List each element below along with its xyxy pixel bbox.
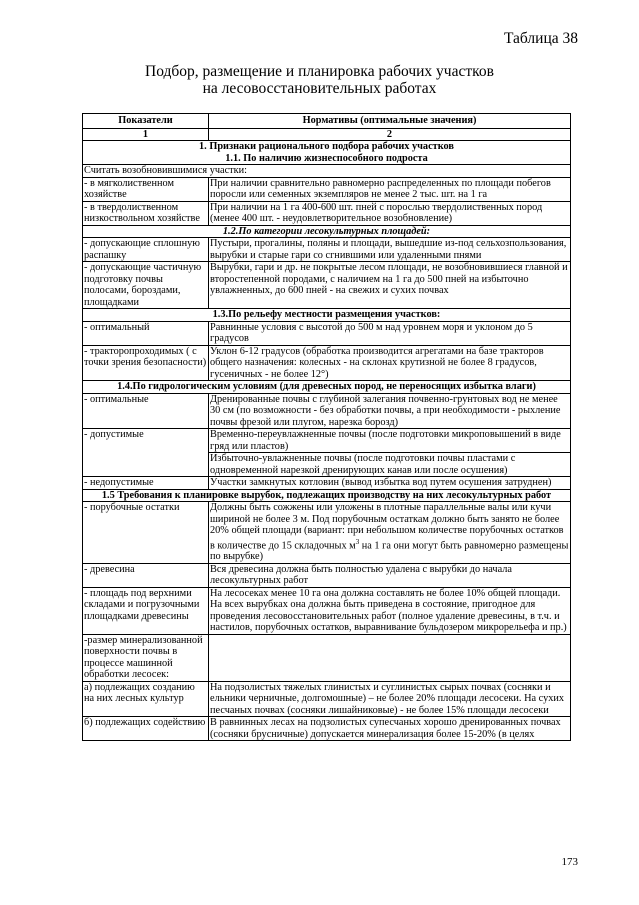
row-value (209, 502, 571, 564)
row-value: Временно-переувлажненные почвы (после подготовки микроповышений в виде гряд или пластов) (209, 429, 571, 453)
page-number: 173 (561, 856, 578, 868)
row-value-text: Должны быть сожжены или уложены в плотные параллельные валы или кучи шириной не более 3 м. Под порубочным остаткам должно быть занято не более 20% общей площади (вариант: при небольшом количестве порубочных остатков в количестве до 15 складочных м (210, 502, 564, 551)
section-row (83, 309, 571, 322)
table-row (83, 563, 571, 587)
row-label: -размер минерализованной поверхности почвы в процессе машинной обработки лесосек: (83, 634, 209, 681)
row-label: - площадь под верхними складами и погрузочными площадками древесины (83, 587, 209, 634)
table-row (83, 345, 571, 381)
row-value: Пустыри, прогалины, поляны и площади, вышедшие из-под сельхозпользования, вырубки и старые гари со сгнившими или удаленными пнями (209, 238, 571, 262)
row-value: Участки замкнутых котловин (вывод избытка вод путем осушения затруднен) (209, 477, 571, 490)
table-row (83, 393, 571, 429)
table-number: Таблица 38 (503, 30, 578, 47)
row-label: - тракторопроходимых ( с точки зрения безопасности) (83, 345, 209, 381)
row-label: - оптимальные (83, 393, 209, 429)
row-label: - в мягколиственном хозяйстве (83, 177, 209, 201)
superscript: 3 (355, 537, 360, 546)
section-1-5-title: 1.5 Требования к планировке вырубок, подлежащих производству на них лесокультурных работ (83, 489, 571, 502)
section-row (83, 489, 571, 502)
row-label: - допустимые (83, 429, 209, 477)
section-1-title: 1. Признаки рационального подбора рабочих участков (199, 141, 454, 152)
row-value: На лесосеках менее 10 га она должна составлять не более 10% общей площади. На всех вырубках она должна быть приведена в состояние, пригодное для проведения лесовосстановительных работ (полное удаление древесины, в т.ч. и настилов, порубочных остатков, выравнивание бульдозером микрорельефа и пр.) (209, 587, 571, 634)
column-number-row (83, 128, 571, 141)
section-1-2-title: 1.2.По категории лесокультурных площадей: (83, 225, 571, 238)
table-row (83, 477, 571, 490)
row-value-text: на 1 га они могут быть равномерно размещены по вырубке) (210, 539, 569, 563)
row-value: Избыточно-увлажненные почвы (после подготовки почвы пластами с одновременной нарезкой дренирующих канав или после осушения) (209, 453, 571, 477)
col-header-indicators: Показатели (83, 114, 209, 129)
table-row (83, 717, 571, 741)
section-1-1-intro: Считать возобновившимися участки: (83, 165, 571, 178)
row-label: - допускающие сплошную распашку (83, 238, 209, 262)
section-1-4-title: 1.4.По гидрологическим условиям (для древесных пород, не переносящих избытка влаги) (83, 381, 571, 394)
table-row (83, 321, 571, 345)
row-value: При наличии на 1 га 400-600 шт. пней с порослью твердолиственных пород (менее 400 шт. - неудовлетворительное возобновление) (209, 201, 571, 225)
table-row (83, 429, 571, 453)
row-value: Уклон 6-12 градусов (обработка производится агрегатами на базе тракторов общего назначения: колесных - на склонах крутизной не более 8 градусов, гусеничных - не более 12°) (209, 345, 571, 381)
title-line-2: на лесовосстановительных работах (202, 80, 437, 97)
table-row (83, 238, 571, 262)
row-value: При наличии сравнительно равномерно распределенных по площади побегов поросли или семенных экземпляров не менее 2 тыс. шт. на 1 га (209, 177, 571, 201)
row-value: В равнинных лесах на подзолистых супесчаных хорошо дренированных почвах (сосняки брусничные) допускается минерализация более 15-20% (в целях (209, 717, 571, 741)
row-value: Дренированные почвы с глубиной залегания почвенно-грунтовых вод не менее 30 см (по возможности - без обработки почвы, а при необходимости - рыхление почвы фрезой или плугом, нарезка борозд) (209, 393, 571, 429)
section-row (83, 381, 571, 394)
table-row (83, 681, 571, 717)
document-title (0, 63, 639, 97)
row-label: - оптимальный (83, 321, 209, 345)
section-1-3-title: 1.3.По рельефу местности размещения участков: (83, 309, 571, 322)
table-row (83, 262, 571, 309)
title-line-1: Подбор, размещение и планировка рабочих участков (145, 63, 494, 80)
row-label: - в твердолиственном низкоствольном хозяйстве (83, 201, 209, 225)
section-row (83, 141, 571, 165)
row-label: а) подлежащих созданию на них лесных культур (83, 681, 209, 717)
row-value: Равнинные условия с высотой до 500 м над уровнем моря и уклоном до 5 градусов (209, 321, 571, 345)
table-row (83, 201, 571, 225)
col-number-2: 2 (209, 128, 571, 141)
row-value (209, 634, 571, 681)
row-value: На подзолистых тяжелых глинистых и суглинистых сырых почвах (сосняки и ельники черничные, долгомошные) – не более 20% площади лесосеки. На сухих песчаных почвах (сосняки лишайниковые) - не более 15% площади лесосеки (209, 681, 571, 717)
table-row (83, 634, 571, 681)
section-1-1-title: 1.1. По наличию жизнеспособного подроста (225, 152, 428, 164)
table-row (83, 177, 571, 201)
table-row (83, 587, 571, 634)
row-value: Вырубки, гари и др. не покрытые лесом площади, не возобновившиеся главной и второстепенной породами, с наличием на 1 га до 500 пней на избыточно увлажненных, до 600 пней - на свежих и сухих почвах (209, 262, 571, 309)
table-row (83, 502, 571, 564)
col-number-1: 1 (83, 128, 209, 141)
row-label: - недопустимые (83, 477, 209, 490)
section-row (83, 225, 571, 238)
row-value: Вся древесина должна быть полностью удалена с вырубки до начала лесокультурных работ (209, 563, 571, 587)
row-label: - древесина (83, 563, 209, 587)
col-header-norms: Нормативы (оптимальные значения) (209, 114, 571, 129)
header-row (83, 114, 571, 129)
row-label: - допускающие частичную подготовку почвы полосами, бороздами, площадками (83, 262, 209, 309)
table-row (83, 165, 571, 178)
norms-table (82, 113, 571, 741)
row-label: - порубочные остатки (83, 502, 209, 564)
row-label: б) подлежащих содействию (83, 717, 209, 741)
